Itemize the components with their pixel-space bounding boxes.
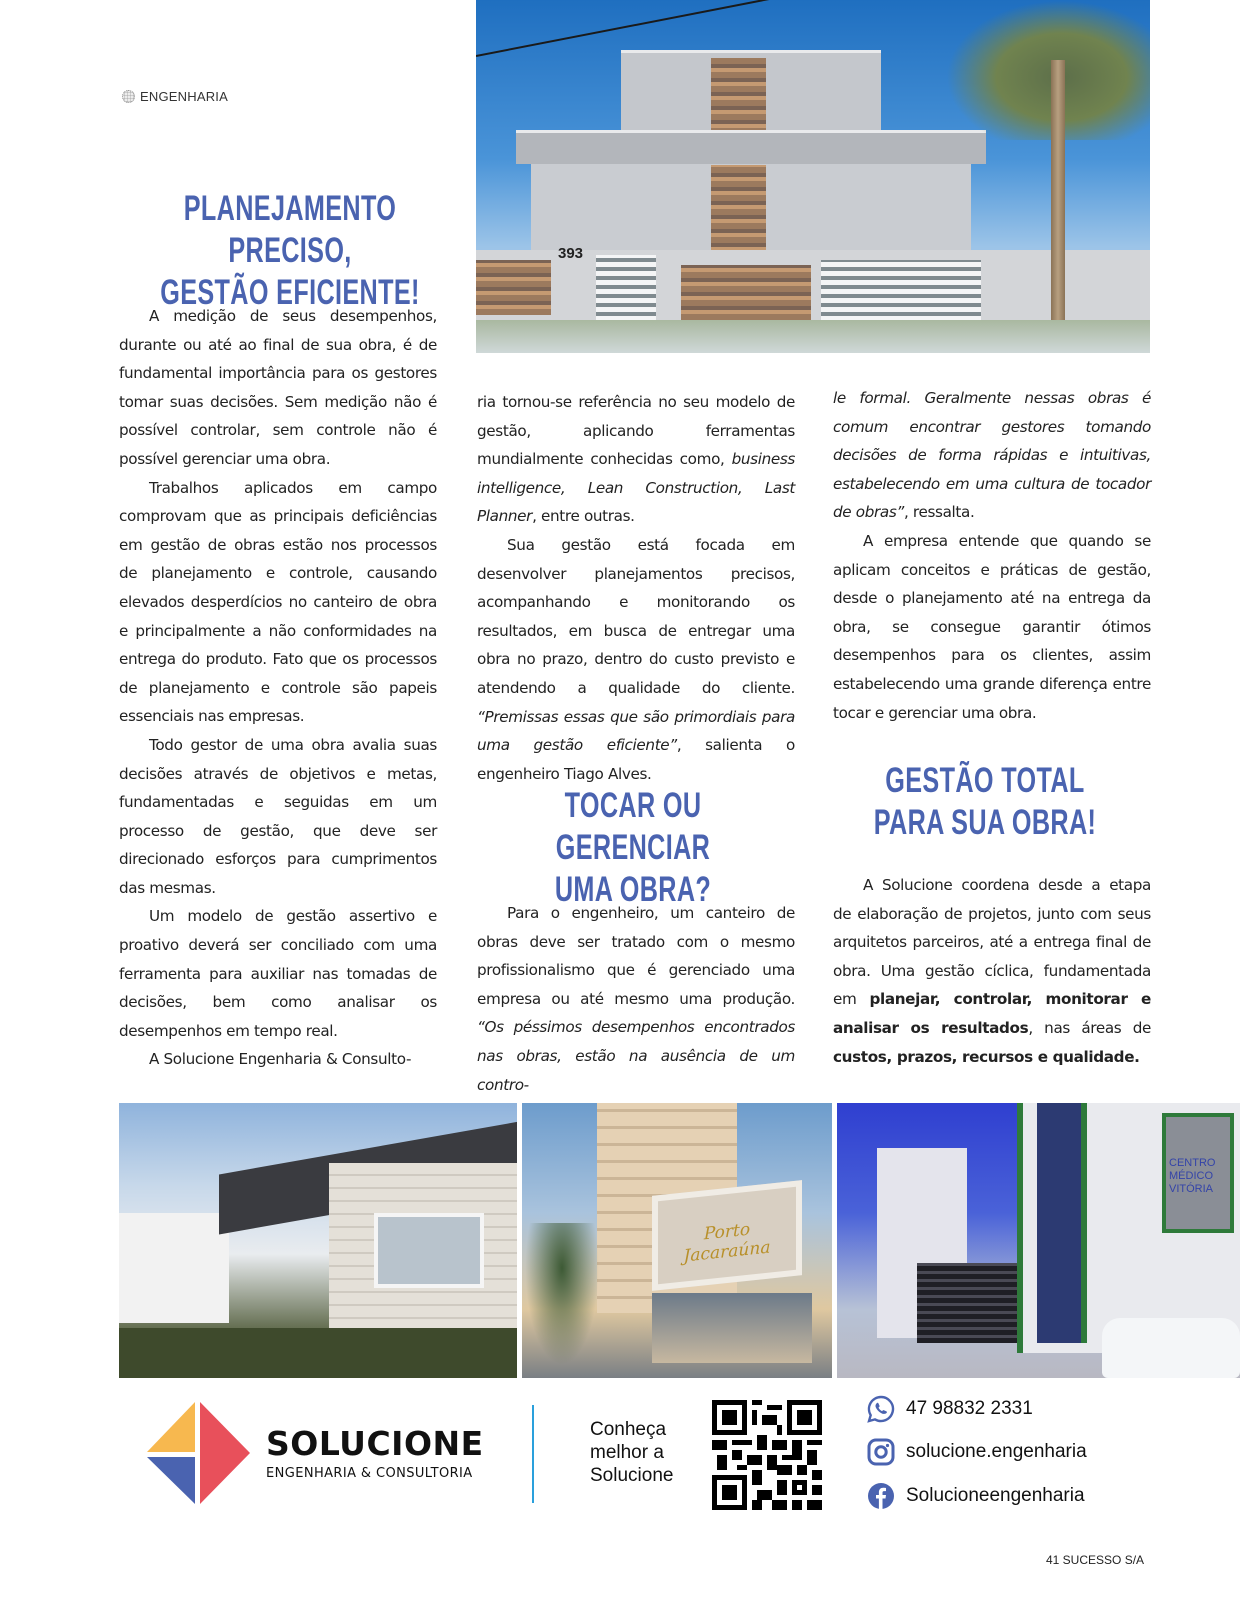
section-tag-label: ENGENHARIA — [140, 89, 228, 104]
text-run: , salienta o engenheiro Tiago Alves. — [477, 736, 795, 783]
facebook-page: Solucioneengenharia — [906, 1485, 1085, 1506]
power-line — [476, 0, 938, 57]
garage — [119, 1213, 229, 1323]
cta-text — [590, 1418, 673, 1487]
lawn — [119, 1328, 517, 1378]
front-wall — [476, 250, 1150, 330]
paragraph — [477, 388, 795, 531]
text-run: , entre outras. — [532, 507, 635, 526]
quote: “Premissas essas que são primordiais para uma gestão eficiente” — [477, 707, 795, 755]
photo-house-stone-facade — [119, 1103, 517, 1378]
quote: le formal. Geralmente nessas obras é comum encontrar gestores tomando decisões de forma rápidas e intuitivas, estabelecendo em uma cultura de tocador de obras” — [833, 389, 1151, 522]
logo-red-shape — [200, 1402, 250, 1504]
whatsapp-number: 47 98832 2331 — [906, 1398, 1033, 1419]
paragraph: Todo gestor de uma obra avalia suas decisões através de objetivos e metas, fundamentadas e seguidas em um processo de gestão, que deve ser direcionado esforços para cumprimentos das mesmas. — [119, 735, 437, 897]
photo-medical-center — [837, 1103, 1240, 1378]
article-column-3 — [833, 384, 1151, 727]
sign-text: CENTRO MÉDICO VITÓRIA — [1169, 1157, 1216, 1195]
instagram-handle: solucione.engenharia — [906, 1441, 1087, 1462]
cta-line: Conheça — [590, 1419, 667, 1440]
glass-facade — [652, 1293, 812, 1363]
brand-subtitle: ENGENHARIA & CONSULTORIA — [266, 1466, 473, 1481]
pedestrian-gate — [596, 255, 656, 330]
paragraph: A Solucione Engenharia & Consulto- — [149, 1050, 412, 1069]
palm-tree — [522, 1223, 602, 1373]
headline-line: TOCAR OU GERENCIAR — [555, 786, 711, 867]
facebook-icon — [866, 1481, 896, 1511]
louver-panel — [917, 1263, 1027, 1343]
contact-facebook[interactable] — [866, 1481, 1085, 1511]
paragraph: A empresa entende que quando se aplicam conceitos e práticas de gestão, desde o planejamento até na entrega da obra, se consegue garantir ótimos desempenhos para os clientes, assim estabelecendo uma grande diferença entre tocar e gerenciar uma obra. — [833, 531, 1151, 722]
headline-line: PLANEJAMENTO PRECISO, — [183, 189, 397, 270]
paragraph: Trabalhos aplicados em campo comprovam que as principais deficiências em gestão de obras estão nos processos de planejamento e controle, causando elevados desperdícios no canteiro de obra e principalmente a não conformidades na entrega do produto. Fato que os processos de planejamento e controle são papeis essenciais nas empresas. — [119, 478, 437, 726]
article-column-1 — [119, 302, 437, 1074]
bold-text: custos, prazos, recursos e qualidade. — [833, 1047, 1140, 1066]
page-footer: 41 SUCESSO S/A — [1046, 1553, 1145, 1567]
globe-icon — [122, 90, 135, 103]
cta-line: melhor a — [590, 1442, 664, 1463]
logo-blue-shape — [147, 1457, 195, 1504]
headline-planejamento — [132, 188, 449, 314]
article-column-2-continued — [477, 899, 795, 1099]
hero-house-photo — [476, 0, 1150, 353]
text-run: A Solucione coordena desde a etapa de elaboração de projetos, junto com seus arquitetos parceiros, até a entrega final de obra. Uma gestão cíclica, fundamentada em — [833, 876, 1151, 1009]
instagram-icon — [866, 1437, 896, 1467]
headline-gestao-total — [845, 760, 1126, 844]
text-run: ria tornou-se referência no seu modelo de gestão, aplicando ferramentas mundialmente conhecidas como, — [477, 393, 795, 469]
palm-fronds — [946, 0, 1150, 140]
italic-terms: business intelligence, Lean Construction, Last Planner — [477, 450, 795, 526]
headline-line: UMA OBRA? — [554, 870, 712, 909]
car — [1102, 1318, 1240, 1378]
text-run: , ressalta. — [903, 503, 975, 522]
article-column-2 — [477, 388, 795, 788]
stone-wall-center — [681, 265, 811, 320]
bold-text: planejar, controlar, monitorar e analisar os resultados — [833, 990, 1151, 1037]
headline-line: GESTÃO TOTAL — [885, 761, 1085, 800]
text-run: , nas áreas de — [1028, 1018, 1151, 1037]
photo-residential-tower — [522, 1103, 832, 1378]
text-run: Para o engenheiro, um canteiro de obras deve ser tratado com o mesmo profissionalismo que é gerenciado uma empresa ou até mesmo uma produção. — [477, 904, 795, 1008]
whatsapp-icon — [866, 1394, 896, 1424]
paragraph — [477, 531, 795, 788]
palm-trunk — [1051, 60, 1065, 330]
ground — [476, 320, 1150, 353]
sign-text: Porto Jacaraúna — [683, 1219, 771, 1267]
contact-instagram[interactable] — [866, 1437, 1087, 1467]
solucione-logo-icon — [145, 1402, 250, 1504]
brand-name: SOLUCIONE — [266, 1424, 484, 1463]
paragraph: Um modelo de gestão assertivo e proativo deverá ser conciliado com uma ferramenta para auxiliar nas tomadas de decisões, bem como analisar os desempenhos em tempo real. — [119, 907, 437, 1040]
text-run: Sua gestão está focada em desenvolver planejamentos precisos, acompanhando e monitorando os resultados, em busca de entregar uma obra no prazo, dentro do custo previsto e atendendo a qualidade do cliente. — [477, 535, 795, 697]
house-number: 393 — [558, 245, 584, 262]
headline-line: PARA SUA OBRA! — [873, 803, 1097, 842]
glass-facade — [1037, 1103, 1087, 1343]
contact-whatsapp[interactable] — [866, 1394, 1033, 1424]
section-tag — [122, 89, 228, 104]
qr-code[interactable] — [712, 1400, 822, 1510]
paragraph — [833, 871, 1151, 1071]
window — [374, 1213, 484, 1288]
paragraph — [477, 899, 795, 1099]
house-roof — [516, 130, 986, 164]
headline-tocar-ou-gerenciar — [493, 785, 774, 911]
building-sign — [652, 1180, 802, 1291]
quote: “Os péssimos desempenhos encontrados nas obras, estão na ausência de um contro- — [477, 1018, 795, 1094]
logo-yellow-shape — [147, 1402, 195, 1452]
paragraph — [833, 384, 1151, 527]
divider — [532, 1405, 534, 1503]
cta-line: Solucione — [590, 1465, 674, 1486]
paragraph: A medição de seus desempenhos, durante ou até ao final de sua obra, é de fundamental importância para os gestores tomar suas decisões. Sem medição não é possível controlar, sem controle não é possível gerenciar uma obra. — [119, 307, 437, 468]
stone-wall-left — [476, 260, 551, 315]
headline-line: GESTÃO EFICIENTE! — [160, 273, 420, 312]
article-column-3-continued — [833, 871, 1151, 1071]
building-sign — [1162, 1113, 1234, 1233]
